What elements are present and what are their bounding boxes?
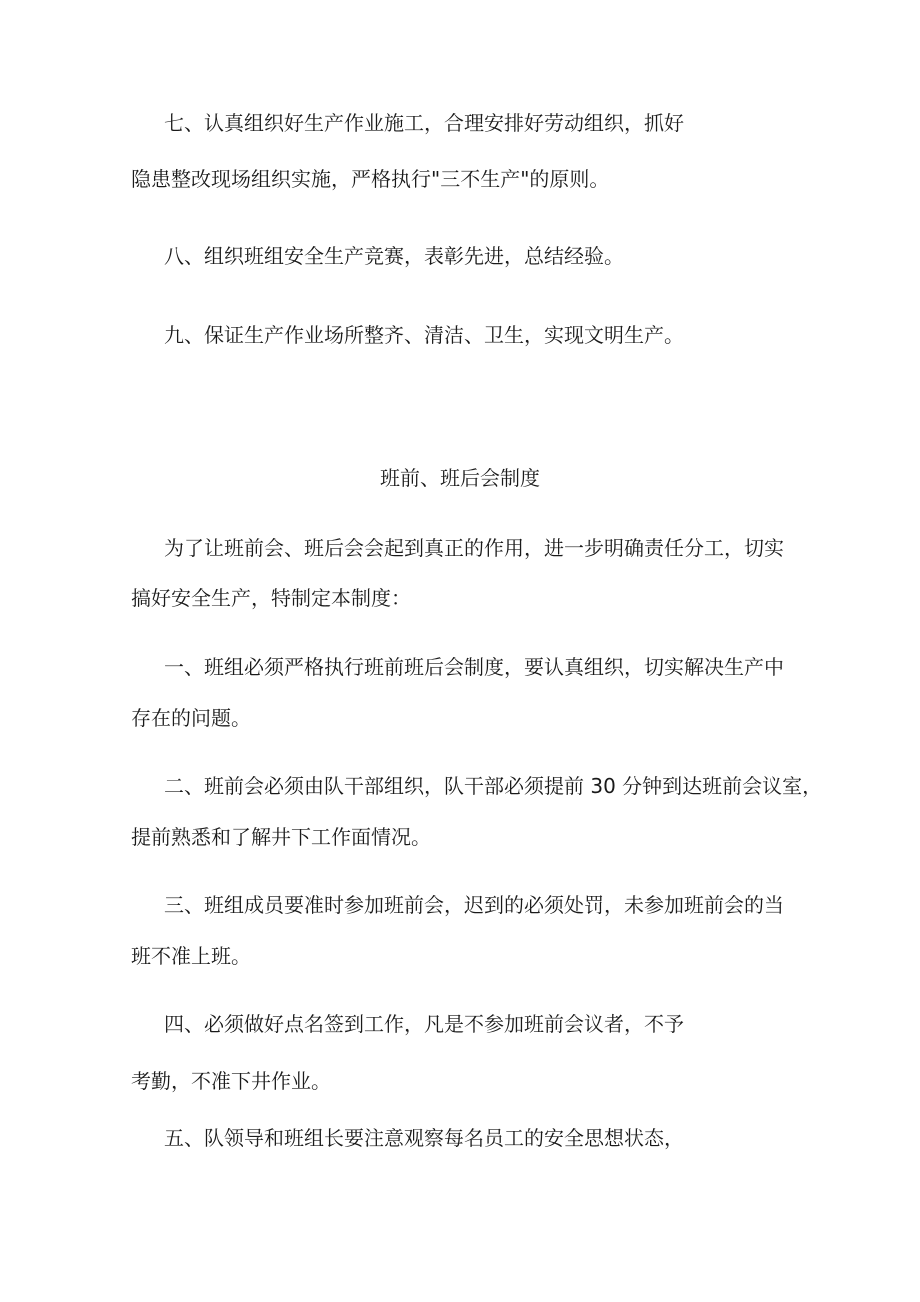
rule-4-line1: 四、必须做好点名签到工作，凡是不参加班前会议者，不予: [164, 1012, 684, 1036]
intro-line1: 为了让班前会、班后会会起到真正的作用，进一步明确责任分工，切实: [164, 536, 784, 560]
item-9-line1: 九、保证生产作业场所整齐、清洁、卫生，实现文明生产。: [164, 323, 684, 347]
rule-4-line2: 考勤，不准下井作业。: [131, 1069, 331, 1093]
rule-5-line1: 五、队领导和班组长要注意观察每名员工的安全思想状态，: [164, 1126, 684, 1150]
section-title: 班前、班后会制度: [380, 466, 540, 490]
item-7-line1: 七、认真组织好生产作业施工，合理安排好劳动组织，抓好: [164, 111, 684, 135]
rule-1-line2: 存在的问题。: [131, 706, 251, 730]
item-7-line2: 隐患整改现场组织实施，严格执行"三不生产"的原则。: [131, 167, 610, 191]
intro-line2: 搞好安全生产，特制定本制度：: [131, 586, 411, 610]
rule-3-line1: 三、班组成员要准时参加班前会，迟到的必须处罚，未参加班前会的当: [164, 893, 784, 917]
rule-2-line1: 二、班前会必须由队干部组织，队干部必须提前 30 分钟到达班前会议室，: [164, 774, 823, 798]
rule-1-line1: 一、班组必须严格执行班前班后会制度，要认真组织，切实解决生产中: [164, 655, 784, 679]
rule-2-line2: 提前熟悉和了解井下工作面情况。: [131, 825, 431, 849]
rule-3-line2: 班不准上班。: [131, 944, 251, 968]
item-8-line1: 八、组织班组安全生产竞赛，表彰先进，总结经验。: [164, 244, 624, 268]
